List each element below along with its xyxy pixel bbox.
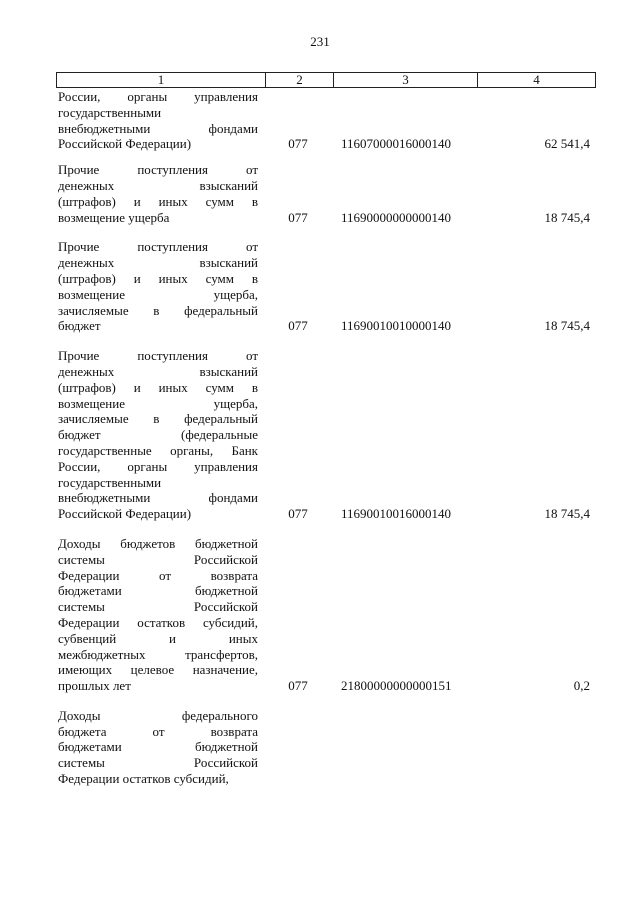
column-header-3: 3	[334, 73, 478, 88]
table-row	[58, 536, 598, 694]
description-line: бюджетами бюджетной	[58, 583, 258, 599]
row-description	[58, 536, 258, 694]
amount-value: 62 541,4	[544, 136, 590, 152]
description-line: Федерации остатков субсидий,	[58, 614, 258, 630]
description-line: межбюджетных трансфертов,	[58, 646, 258, 662]
description-line: (штрафов) и иных сумм в	[58, 270, 258, 286]
amount-value: 18 745,4	[544, 506, 590, 522]
description-line: Доходы федерального	[58, 707, 258, 723]
table-row	[58, 162, 598, 225]
description-line: бюджет (федеральные	[58, 427, 258, 443]
description-line: Федерации от возврата	[58, 567, 258, 583]
description-line: денежных взысканий	[58, 363, 258, 379]
row-description	[58, 89, 258, 152]
description-line: (штрафов) и иных сумм в	[58, 193, 258, 209]
description-line: денежных взысканий	[58, 255, 258, 271]
description-line: государственными	[58, 474, 162, 490]
description-line: России, органы управления	[58, 89, 258, 104]
description-line: бюджетами бюджетной	[58, 739, 258, 755]
description-line: денежных взысканий	[58, 177, 258, 193]
amount-value: 0,2	[573, 678, 590, 694]
description-line: имеющих целевое назначение,	[58, 662, 258, 678]
row-description	[58, 348, 258, 522]
column-header-2: 2	[266, 73, 334, 88]
table-body	[58, 89, 598, 801]
row-description	[58, 162, 258, 225]
description-line: системы Российской	[58, 599, 258, 615]
description-line: бюджета от возврата	[58, 723, 258, 739]
description-line: Федерации остатков субсидий,	[58, 771, 229, 787]
admin-code: 077	[288, 318, 308, 334]
admin-code: 077	[288, 136, 308, 152]
description-line: системы Российской	[58, 755, 258, 771]
budget-classification-code: 11607000016000140	[341, 136, 452, 152]
description-line: зачисляемые в федеральный	[58, 411, 258, 427]
admin-code: 077	[288, 678, 308, 694]
description-line: Доходы бюджетов бюджетной	[58, 535, 258, 551]
description-line: Прочие поступления от	[58, 348, 258, 364]
row-description	[58, 708, 258, 787]
row-description	[58, 239, 258, 334]
budget-classification-code: 11690010016000140	[341, 506, 452, 522]
description-line: Прочие поступления от	[58, 162, 258, 178]
description-line: государственными	[58, 104, 162, 120]
table-row	[58, 89, 598, 152]
table-row	[58, 239, 598, 334]
column-header-row	[56, 72, 596, 88]
page-number: 231	[310, 34, 330, 49]
budget-classification-code: 11690000000000140	[341, 209, 452, 225]
description-line: внебюджетными фондами	[58, 120, 258, 136]
admin-code: 077	[288, 506, 308, 522]
amount-value: 18 745,4	[544, 209, 590, 225]
description-line: внебюджетными фондами	[58, 490, 258, 506]
table-row	[58, 708, 598, 787]
description-line: бюджет	[58, 318, 101, 334]
description-line: системы Российской	[58, 551, 258, 567]
table-row	[58, 348, 598, 522]
amount-value: 18 745,4	[544, 318, 590, 334]
description-line: субвенций и иных	[58, 630, 258, 646]
description-line: Российской Федерации)	[58, 136, 192, 152]
description-line: Прочие поступления от	[58, 239, 258, 255]
description-line: России, органы управления	[58, 458, 258, 474]
description-line: прошлых лет	[58, 678, 131, 694]
description-line: возмещение ущерба,	[58, 286, 258, 302]
column-header-1: 1	[57, 73, 266, 88]
description-line: Российской Федерации)	[58, 506, 192, 522]
admin-code: 077	[288, 209, 308, 225]
description-line: государственные органы, Банк	[58, 442, 258, 458]
description-line: возмещение ущерба,	[58, 395, 258, 411]
description-line: (штрафов) и иных сумм в	[58, 379, 258, 395]
description-line: возмещение ущерба	[58, 209, 170, 225]
column-header-4: 4	[478, 73, 596, 88]
description-line: зачисляемые в федеральный	[58, 302, 258, 318]
budget-classification-code: 11690010010000140	[341, 318, 452, 334]
budget-classification-code: 21800000000000151	[341, 678, 452, 694]
